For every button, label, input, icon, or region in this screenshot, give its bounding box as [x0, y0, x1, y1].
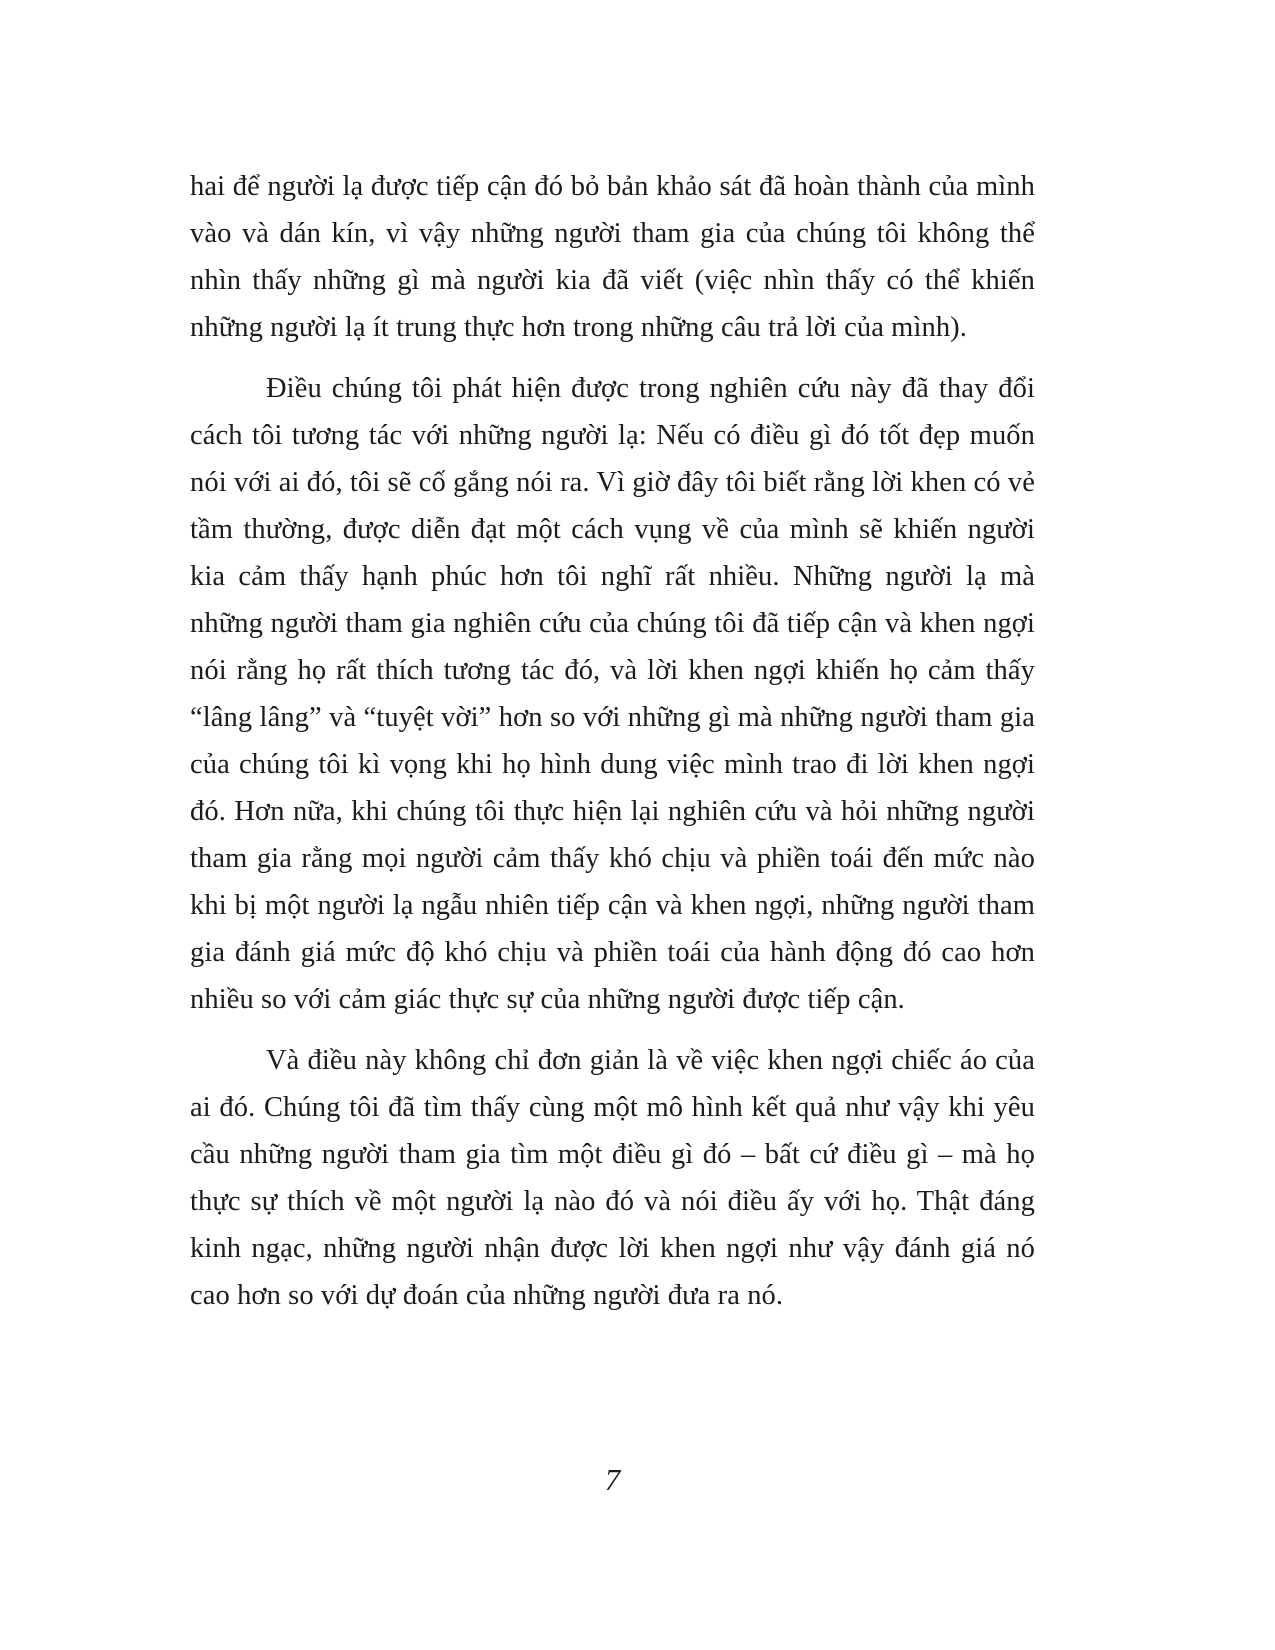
paragraph-continuation: hai để người lạ được tiếp cận đó bỏ bản khảo sát đã hoàn thành của mình vào và dán kín, vì vậy những người tham gia của chúng tôi không thể nhìn thấy những gì mà người kia đã viết (việc nhìn thấy có thể khiến những người lạ ít trung thực hơn trong những câu trả lời của mình).	[190, 171, 1035, 343]
paragraph: Điều chúng tôi phát hiện được trong nghiên cứu này đã thay đổi cách tôi tương tác với những người lạ: Nếu có điều gì đó tốt đẹp muốn nói với ai đó, tôi sẽ cố gắng nói ra. Vì giờ đây tôi biết rằng lời khen có vẻ tầm thường, được diễn đạt một cách vụng về của mình sẽ khiến người kia cảm thấy hạnh phúc hơn tôi nghĩ rất nhiều. Những người lạ mà những người tham gia nghiên cứu của chúng tôi đã tiếp cận và khen ngợi nói rằng họ rất thích tương tác đó, và lời khen ngợi khiến họ cảm thấy “lâng lâng” và “tuyệt vời” hơn so với những gì mà những người tham gia của chúng tôi kì vọng khi họ hình dung việc mình trao đi lời khen ngợi đó. Hơn nữa, khi chúng tôi thực hiện lại nghiên cứu và hỏi những người tham gia rằng mọi người cảm thấy khó chịu và phiền toái đến mức nào khi bị một người lạ ngẫu nhiên tiếp cận và khen ngợi, những người tham gia đánh giá mức độ khó chịu và phiền toái của hành động đó cao hơn nhiều so với cảm giác thực sự của những người được tiếp cận.	[190, 373, 1035, 1015]
page-body	[190, 163, 1035, 1319]
paragraph: Và điều này không chỉ đơn giản là về việc khen ngợi chiếc áo của ai đó. Chúng tôi đã tìm thấy cùng một mô hình kết quả như vậy khi yêu cầu những người tham gia tìm một điều gì đó – bất cứ điều gì – mà họ thực sự thích về một người lạ nào đó và nói điều ấy với họ. Thật đáng kinh ngạc, những người nhận được lời khen ngợi như vậy đánh giá nó cao hơn so với dự đoán của những người đưa ra nó.	[190, 1045, 1035, 1311]
page-number: 7	[604, 1462, 621, 1497]
